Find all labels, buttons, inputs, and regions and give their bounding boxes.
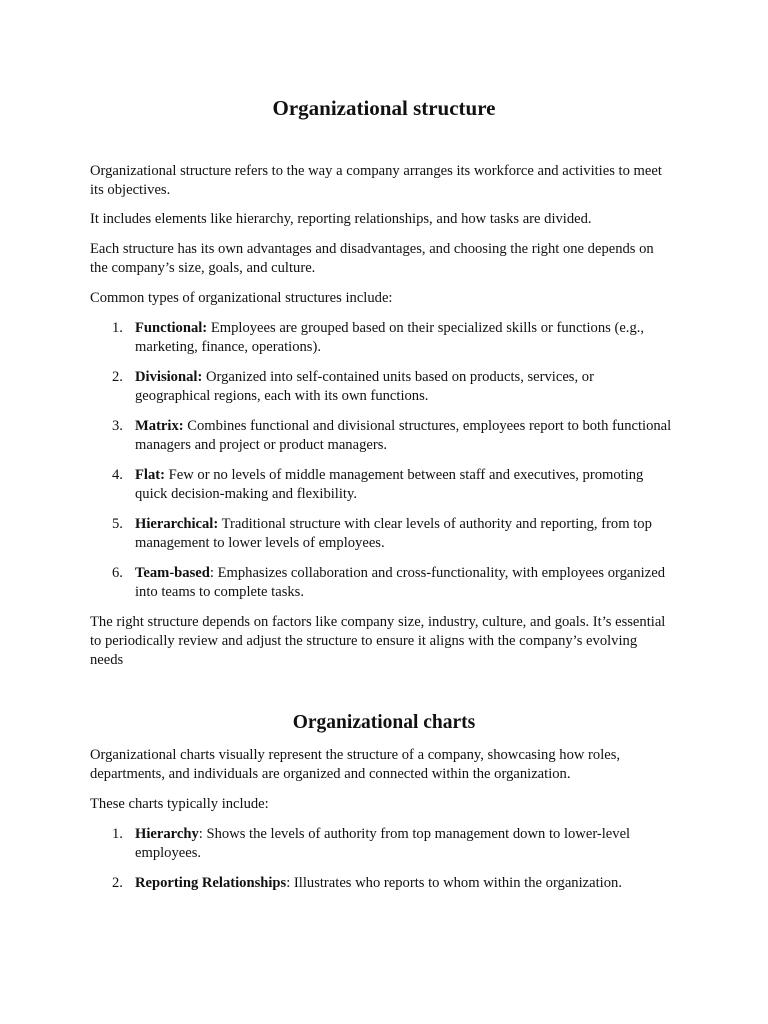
list-term: Hierarchical: bbox=[135, 516, 219, 532]
list-number: 6. bbox=[112, 565, 123, 581]
list-term: Matrix: bbox=[135, 418, 184, 434]
list-body bbox=[135, 515, 672, 553]
conclusion-paragraph: The right structure depends on factors like company size, industry, culture, and goals. It’s essential to periodically review and adjust the structure to ensure it aligns with the company’s evolving needs bbox=[90, 614, 666, 668]
elements-paragraph: It includes elements like hierarchy, reporting relationships, and how tasks are divided. bbox=[90, 211, 592, 227]
list-body bbox=[135, 417, 672, 455]
list-term: Hierarchy bbox=[135, 826, 199, 842]
common-types-paragraph: Common types of organizational structures include: bbox=[90, 290, 393, 306]
list-term: Divisional: bbox=[135, 369, 203, 385]
list-number: 3. bbox=[112, 418, 123, 434]
list-description: : Illustrates who reports to whom within the organization. bbox=[286, 875, 622, 891]
list-term: Reporting Relationships bbox=[135, 875, 287, 891]
advantages-paragraph: Each structure has its own advantages and disadvantages, and choosing the right one depends on the company’s size, goals, and culture. bbox=[90, 241, 654, 276]
structure-type-divisional bbox=[112, 368, 672, 406]
list-number: 5. bbox=[112, 516, 123, 532]
structure-type-hierarchical bbox=[112, 515, 672, 553]
list-description: Traditional structure with clear levels of authority and reporting, from top management to lower levels of employees. bbox=[135, 516, 652, 551]
chart-element-reporting-relationships bbox=[112, 874, 672, 893]
structure-type-functional bbox=[112, 319, 672, 357]
structure-type-flat bbox=[112, 466, 672, 504]
list-number: 1. bbox=[112, 826, 123, 842]
list-description: : Shows the levels of authority from top management down to lower-level employees. bbox=[135, 826, 631, 861]
list-number: 1. bbox=[112, 320, 123, 336]
list-term: Team-based bbox=[135, 565, 210, 581]
list-body bbox=[135, 564, 672, 602]
list-description: Employees are grouped based on their specialized skills or functions (e.g., marketing, finance, operations). bbox=[135, 320, 645, 355]
page-title: Organizational structure bbox=[272, 96, 496, 120]
list-description: Organized into self-contained units based on products, services, or geographical regions, each with its own functions. bbox=[135, 369, 594, 404]
structure-type-team-based bbox=[112, 564, 672, 602]
list-body bbox=[135, 319, 672, 357]
list-term: Flat: bbox=[135, 467, 165, 483]
list-body bbox=[135, 874, 672, 893]
list-description: Few or no levels of middle management between staff and executives, promoting quick decision-making and flexibility. bbox=[135, 467, 644, 502]
charts-intro-paragraph: Organizational charts visually represent the structure of a company, showcasing how roles, departments, and individuals are organized and connected within the organization. bbox=[90, 747, 621, 782]
section-heading-charts: Organizational charts bbox=[292, 712, 476, 733]
list-description: Combines functional and divisional structures, employees report to both functional managers and project or product managers. bbox=[135, 418, 672, 453]
list-description: : Emphasizes collaboration and cross-functionality, with employees organized into teams to complete tasks. bbox=[135, 565, 665, 600]
list-body bbox=[135, 368, 672, 406]
list-number: 4. bbox=[112, 467, 123, 483]
structure-type-matrix bbox=[112, 417, 672, 455]
list-number: 2. bbox=[112, 369, 123, 385]
intro-paragraph: Organizational structure refers to the way a company arranges its workforce and activities to meet its objectives. bbox=[90, 163, 662, 198]
list-body bbox=[135, 825, 672, 863]
charts-include-paragraph: These charts typically include: bbox=[90, 796, 269, 812]
list-body bbox=[135, 466, 672, 504]
list-number: 2. bbox=[112, 875, 123, 891]
chart-element-hierarchy bbox=[112, 825, 672, 863]
list-term: Functional: bbox=[135, 320, 208, 336]
